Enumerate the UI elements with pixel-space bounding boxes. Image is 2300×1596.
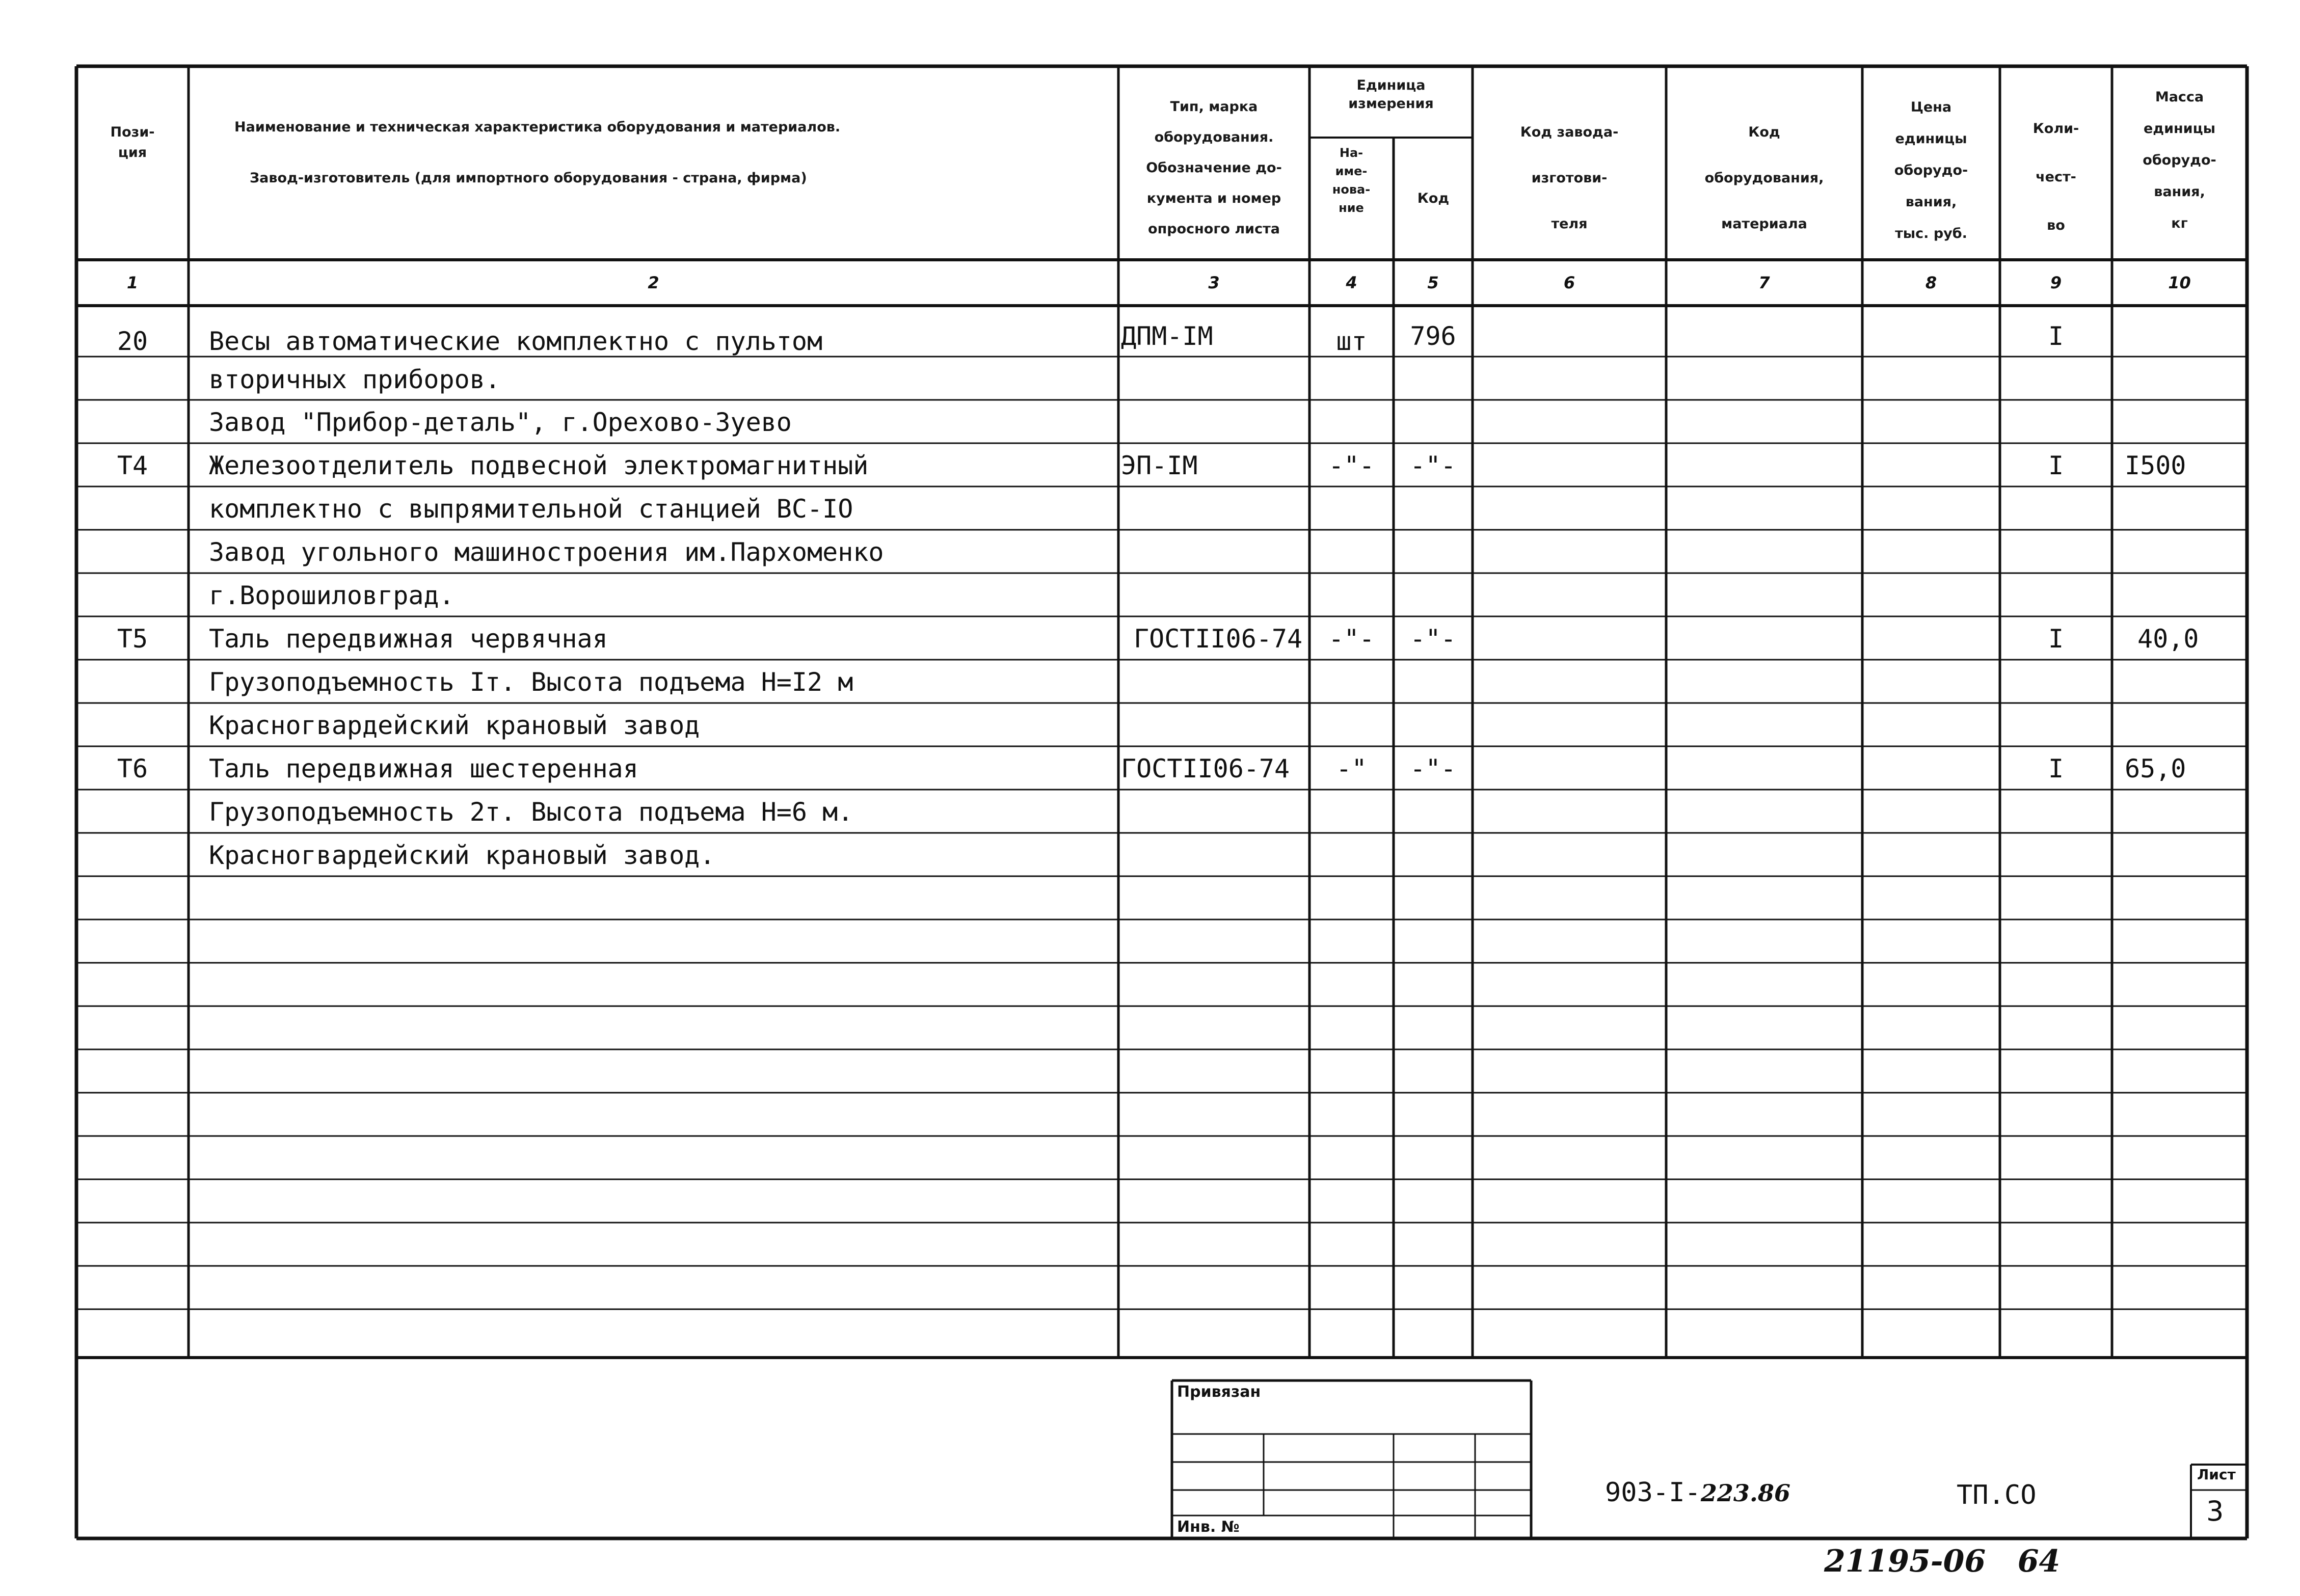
row-name: Завод "Прибор-деталь", г.Орехово-Зуево <box>209 408 792 437</box>
header-unit-name: На- име- нова- ние <box>1332 146 1371 215</box>
header-quantity: Коли- чест- во <box>2032 121 2079 233</box>
sheet-label: Лист <box>2197 1466 2236 1483</box>
row-name: Красногвардейский крановый завод <box>209 711 700 740</box>
document-code: ТП.СО <box>1957 1480 2037 1510</box>
row-unit: -" <box>1336 754 1367 783</box>
row-position: 20 <box>117 327 148 356</box>
inventory-number-label: Инв. № <box>1177 1518 1240 1536</box>
header-type: Тип, марка оборудования. Обозначение до- кумента и номер опросного листа <box>1146 99 1282 237</box>
row-quantity: I <box>2048 321 2064 351</box>
row-mass: 65,0 <box>2125 754 2186 783</box>
sheet-number: 3 <box>2206 1495 2224 1527</box>
row-unit-code: 796 <box>1410 321 1456 351</box>
row-position: Т4 <box>117 451 148 480</box>
row-name: комплектно с выпрямительной станцией ВС-IО <box>209 494 853 524</box>
column-number: 2 <box>648 273 659 292</box>
header-unit-group: Единица измерения <box>1348 77 1434 112</box>
column-number: 9 <box>2050 273 2062 292</box>
row-name: Весы автоматические комплектно с пультом <box>209 327 823 356</box>
row-name: Грузоподъемность 2т. Высота подъема Н=6 м. <box>209 797 853 827</box>
column-number: 1 <box>126 273 139 292</box>
header-unit-code: Код <box>1417 191 1450 206</box>
row-unit: шт <box>1336 327 1367 356</box>
row-position: Т5 <box>117 624 148 654</box>
column-number: 4 <box>1346 273 1357 292</box>
header-price: Цена единицы оборудо- вания, тыс. руб. <box>1894 99 1968 241</box>
row-unit-code: -"- <box>1410 624 1456 654</box>
document-number <box>1605 1477 1790 1508</box>
row-unit: -"- <box>1328 624 1375 654</box>
header-maker-code: Код завода- изготови- теля <box>1520 124 1619 232</box>
row-position: Т6 <box>117 754 148 783</box>
row-type: ДПМ-IМ <box>1121 321 1213 351</box>
row-quantity: I <box>2048 754 2064 783</box>
row-quantity: I <box>2048 624 2064 654</box>
row-name: Железоотделитель подвесной электромагнитный <box>209 451 869 480</box>
column-number: 3 <box>1208 273 1220 292</box>
document-number-prefix: 903-I- <box>1605 1477 1701 1508</box>
row-type: ЭП-IМ <box>1121 451 1198 480</box>
row-name: Завод угольного машиностроения им.Пархоменко <box>209 537 884 567</box>
row-quantity: I <box>2048 451 2064 480</box>
row-name: Таль передвижная шестеренная <box>209 754 638 783</box>
row-name: Таль передвижная червячная <box>209 624 608 654</box>
attached-label: Привязан <box>1177 1383 1261 1401</box>
header-mass: Масса единицы оборудо- вания, кг <box>2143 89 2216 231</box>
header-name-line1: Наименование и техническая характеристика оборудования и материалов. <box>234 119 841 135</box>
row-type: ГОСТII06-74 <box>1121 754 1290 783</box>
row-name: г.Ворошиловград. <box>209 581 454 610</box>
row-name: вторичных приборов. <box>209 365 500 394</box>
row-mass: 40,0 <box>2137 624 2199 654</box>
header-equipment-code: Код оборудования, материала <box>1704 124 1824 232</box>
column-number: 5 <box>1427 273 1439 292</box>
column-number: 8 <box>1925 273 1937 292</box>
row-unit-code: -"- <box>1410 451 1456 480</box>
handwritten-footer: 21195-06 64 <box>1824 1544 2061 1579</box>
row-unit-code: -"- <box>1410 754 1456 783</box>
header-name-line2: Завод-изготовитель (для импортного оборудования - страна, фирма) <box>250 170 807 186</box>
row-unit: -"- <box>1328 451 1375 480</box>
column-number: 6 <box>1563 273 1575 292</box>
column-number: 7 <box>1758 273 1770 292</box>
row-name: Красногвардейский крановый завод. <box>209 841 715 870</box>
document-number-handwritten: 223.86 <box>1700 1479 1790 1507</box>
row-name: Грузоподъемность Iт. Высота подъема Н=I2 м <box>209 667 853 697</box>
row-mass: I500 <box>2125 451 2186 480</box>
column-number: 10 <box>2168 273 2191 292</box>
header-position: Пози- ция <box>110 124 155 160</box>
row-type: ГОСТII06-74 <box>1134 624 1303 654</box>
